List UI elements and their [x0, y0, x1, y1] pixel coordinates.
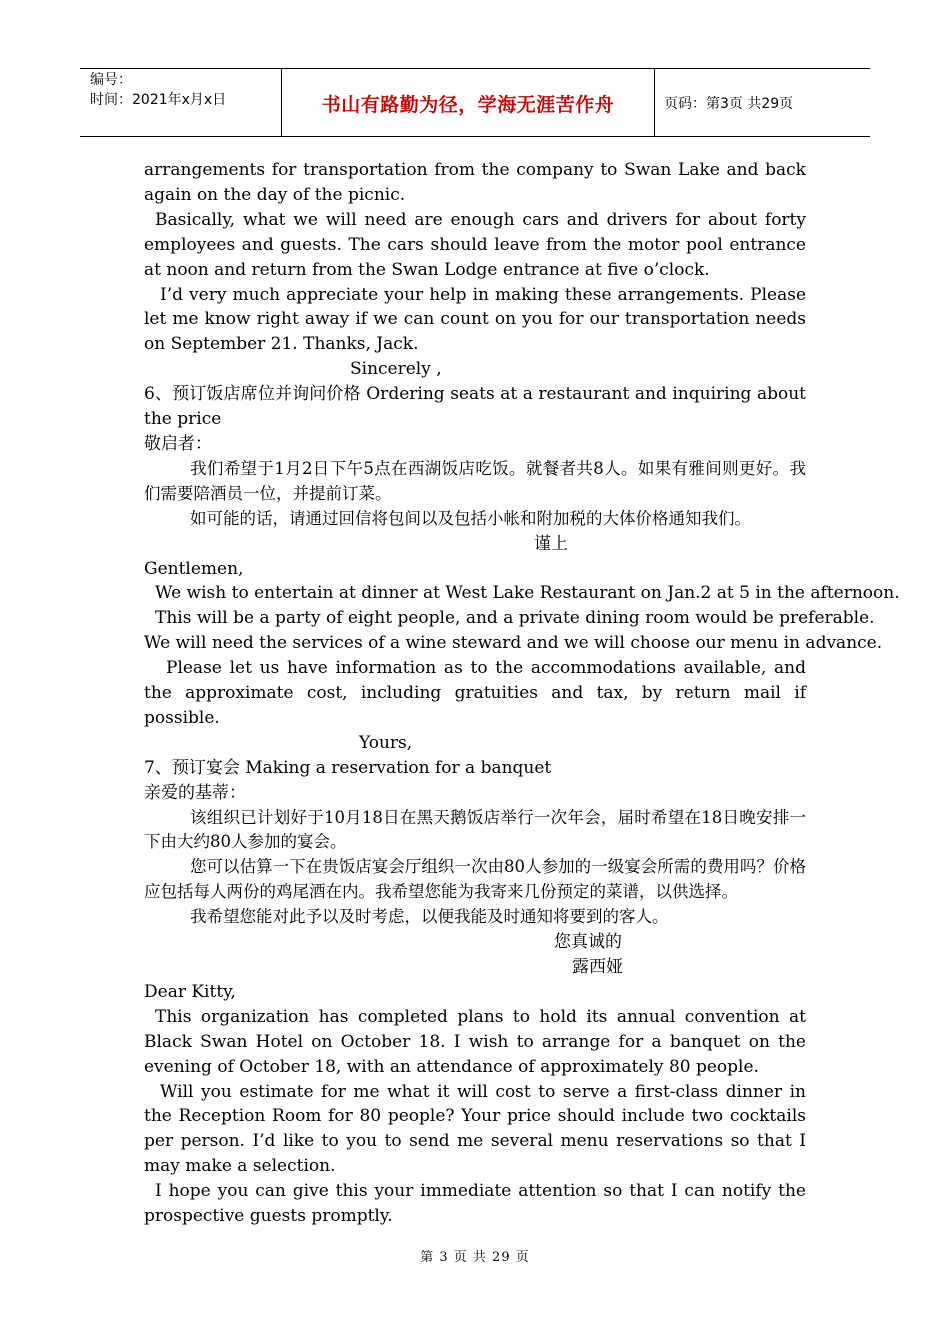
header-bottom-rule	[80, 136, 870, 137]
salutation-en: Dear Kitty,	[144, 981, 236, 1002]
signature-cn: 露西娅	[572, 957, 623, 977]
salutation-cn: 亲爱的基蒂：	[144, 782, 246, 803]
paragraph-cn: 您可以估算一下在贵饭店宴会厅组织一次由80人参加的一级宴会所需的费用吗？价格应包括每人两份的鸡尾酒在内。我希望您能为我寄来几份预定的菜谱，以供选择。	[144, 857, 806, 902]
paragraph: I hope you can give this your immediate attention so that I can notify the prospective guests promptly.	[144, 1181, 806, 1227]
document-body	[144, 158, 900, 1229]
header-page-info: 页码：第3页 共29页	[664, 96, 794, 112]
time-label: 时间：2021年x月x日	[90, 92, 227, 108]
header-meta	[90, 70, 226, 110]
code-label: 编号：	[90, 72, 132, 88]
page-footer: 第 3 页 共 29 页	[420, 1250, 530, 1265]
header-top-rule	[80, 68, 870, 69]
header-divider-right	[654, 68, 655, 136]
paragraph-line: This will be a party of eight people, and a private dining room would be preferable.	[155, 608, 875, 629]
closing-cn: 谨上	[534, 533, 568, 554]
paragraph-cn: 该组织已计划好于10月18日在黑天鹅饭店举行一次年会，届时希望在18日晚安排一下由大约80人参加的宴会。	[144, 807, 806, 852]
header-motto: 书山有路勤为径，学海无涯苦作舟	[321, 94, 615, 116]
paragraph-cn: 我希望您能对此予以及时考虑，以便我能及时通知将要到的客人。	[190, 907, 669, 927]
paragraph: This organization has completed plans to hold its annual convention at Black Swan Hotel on October 18. I wish to arrange for a banquet on the evening of October 18, with an attendance of approximately 80 people.	[144, 1006, 806, 1077]
salutation-en: Gentlemen,	[144, 558, 244, 579]
paragraph-line: We wish to entertain at dinner at West Lake Restaurant on Jan.2 at 5 in the afternoon.	[155, 583, 900, 604]
paragraph: I’d very much appreciate your help in making these arrangements. Please let me know right away if we can count on you for our transportation needs on September 21. Thanks, Jack.	[144, 284, 806, 355]
paragraph-cn: 如可能的话，请通过回信将包间以及包括小帐和附加税的大体价格通知我们。	[190, 508, 751, 528]
paragraph: Basically, what we will need are enough cars and drivers for about forty employees and guests. The cars should leave from the motor pool entrance at noon and return from the Swan Lodge entrance at five o’clock.	[144, 209, 806, 280]
closing-cn: 您真诚的	[554, 932, 622, 953]
section-heading-6: 6、预订饭店席位并询问价格 Ordering seats at a restaurant and inquiring about the price	[144, 384, 806, 430]
paragraph: Will you estimate for me what it will cost to serve a first-class dinner in the Reception Room for 80 people? Your price should include two cocktails per person. I’d like to you to send me several menu reservations so that I may make a selection.	[144, 1081, 806, 1177]
section-heading-7: 7、预订宴会 Making a reservation for a banquet	[144, 757, 552, 778]
closing-yours: Yours,	[359, 732, 413, 753]
paragraph: Please let us have information as to the accommodations available, and the approximate cost, including gratuities and tax, by return mail if possible.	[144, 658, 806, 728]
closing-sincerely: Sincerely ,	[350, 359, 442, 380]
paragraph-cn: 我们希望于1月2日下午5点在西湖饭店吃饭。就餐者共8人。如果有雅间则更好。我们需要陪酒员一位，并提前订菜。	[144, 458, 806, 503]
paragraph-line: We will need the services of a wine steward and we will choose our menu in advance.	[144, 633, 883, 654]
salutation-cn: 敬启者：	[144, 433, 212, 454]
paragraph: arrangements for transportation from the company to Swan Lake and back again on the day of the picnic.	[144, 160, 806, 205]
